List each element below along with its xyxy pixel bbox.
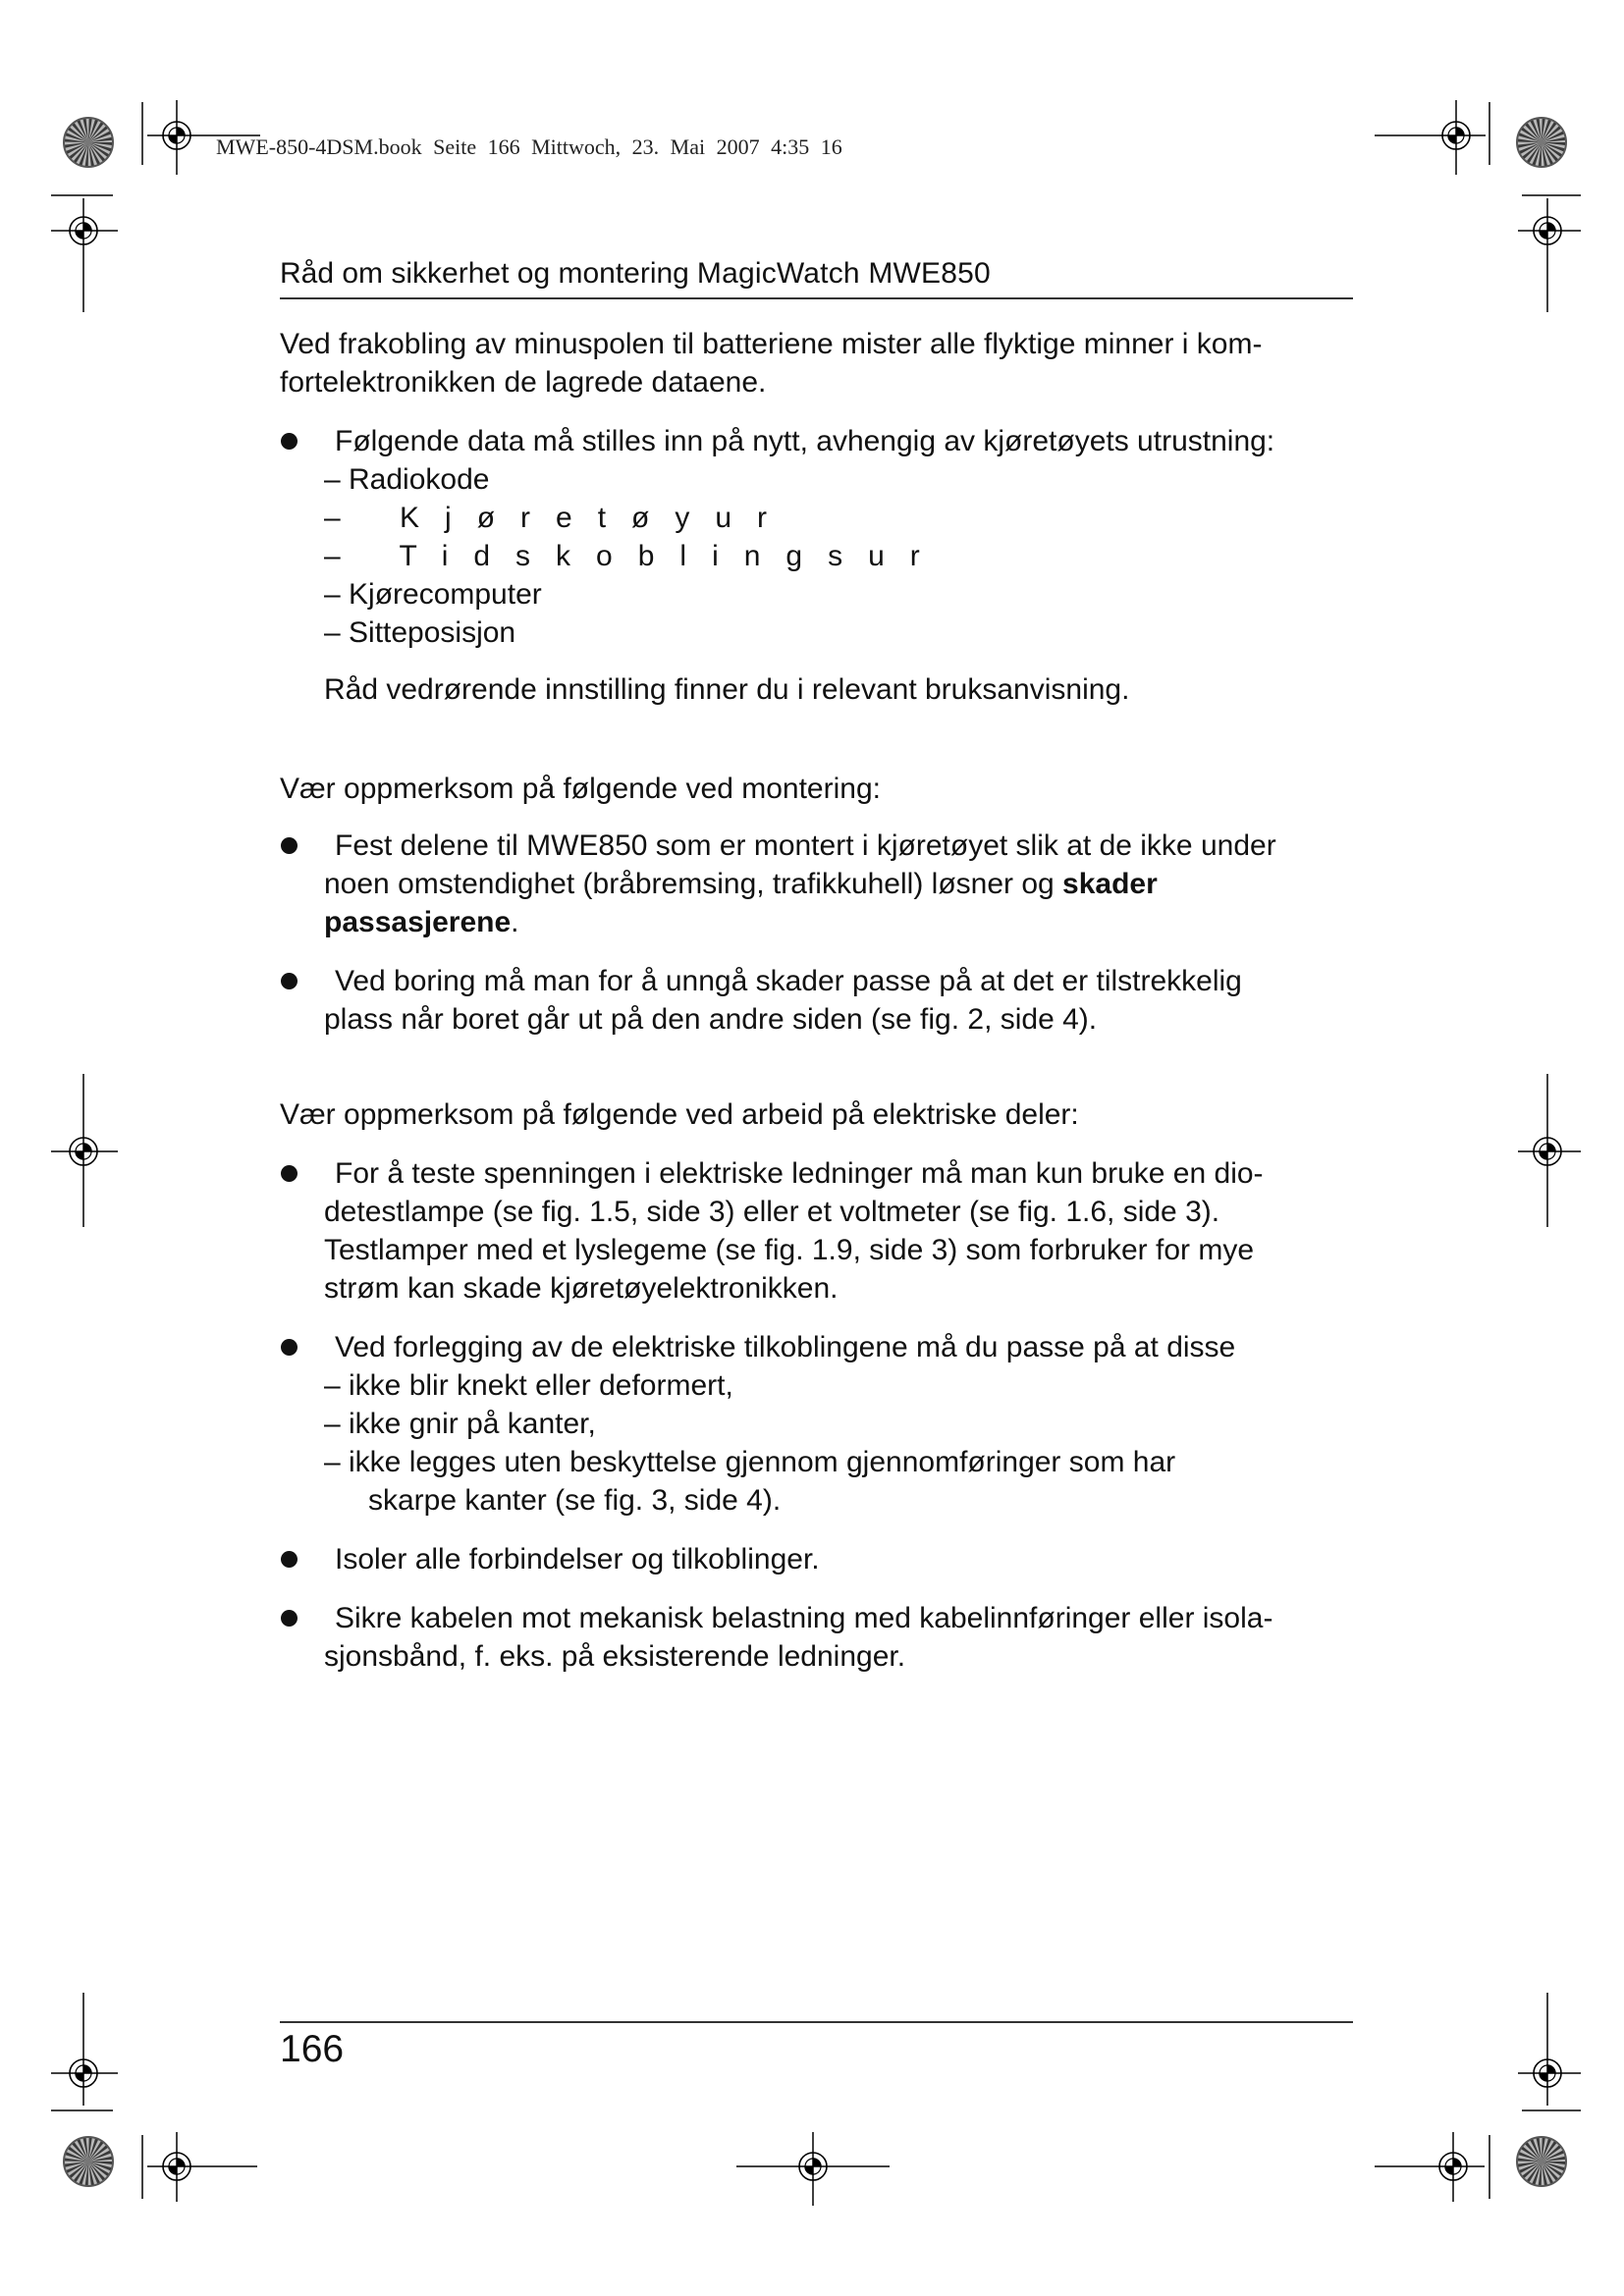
list-item: – ikke legges uten beskyttelse gjennom gjennomføringer som har xyxy=(324,1446,1176,1478)
text-line: plass når boret går ut på den andre siden (se fig. 2, side 4). xyxy=(324,1003,1098,1036)
text-line: sjonsbånd, f. eks. på eksisterende ledninger. xyxy=(324,1640,906,1673)
bullet-reset-data xyxy=(324,422,1274,652)
color-wheel-bottom-left xyxy=(64,2137,113,2186)
text-run: . xyxy=(511,906,519,938)
registration-mark-right-lower xyxy=(1518,1993,1581,2106)
bullet-montering-1 xyxy=(324,827,1276,941)
text-line: Testlamper med et lyslegeme (se fig. 1.9, side 3) som forbruker for mye xyxy=(324,1234,1255,1266)
page-number: 166 xyxy=(280,2028,345,2070)
list-item: – Kjørecomputer xyxy=(324,578,542,611)
list-item: – Sitteposisjon xyxy=(324,616,516,649)
color-wheel-top-left xyxy=(64,118,113,167)
bullet-dot xyxy=(281,433,298,450)
footer-rule xyxy=(280,2021,1353,2023)
header-rule xyxy=(280,297,1353,299)
bullet-elektrisk-2 xyxy=(324,1328,1235,1520)
text-line: Ved frakobling av minuspolen til batteriene mister alle flyktige minner i kom- xyxy=(280,328,1263,360)
text-line: Fest delene til MWE850 som er montert i kjøretøyet slik at de ikke under xyxy=(335,829,1276,862)
registration-mark-left-upper xyxy=(51,198,118,312)
running-head xyxy=(280,254,991,294)
bullet-lead: Ved forlegging av de elektriske tilkoblingene må du passe på at disse xyxy=(335,1331,1236,1363)
registration-mark-left-lower xyxy=(51,1993,118,2106)
bullet-dot xyxy=(281,1610,298,1627)
text-line: Isoler alle forbindelser og tilkoblinger. xyxy=(335,1543,820,1575)
registration-mark-bottom-center xyxy=(736,2132,890,2206)
registration-mark-bottom-left xyxy=(147,2132,257,2202)
bold-text: passasjerene xyxy=(324,906,512,938)
color-wheel-bottom-right xyxy=(1517,2137,1566,2186)
print-info-slug: MWE-850-4DSM.book Seite 166 Mittwoch, 23. Mai 2007 4:35 16 xyxy=(216,134,842,159)
bullet-elektrisk-1 xyxy=(324,1154,1264,1308)
text-line: Ved boring må man for å unngå skader passe på at det er tilstrekkelig xyxy=(335,965,1242,997)
registration-mark-top-right xyxy=(1375,100,1486,175)
bullet-dot xyxy=(281,1165,298,1182)
registration-mark-bottom-right xyxy=(1375,2132,1485,2202)
bullet-elektrisk-3 xyxy=(324,1540,820,1578)
bullet-dot xyxy=(281,837,298,854)
bullet-elektrisk-4 xyxy=(324,1599,1272,1676)
list-item-continuation: skarpe kanter (se fig. 3, side 4). xyxy=(368,1484,782,1517)
section-heading: Vær oppmerksom på følgende ved arbeid på elektriske deler: xyxy=(280,1098,1079,1131)
bold-text: skader xyxy=(1062,868,1158,900)
color-wheel-top-right xyxy=(1517,118,1566,167)
section-heading-montering xyxy=(280,770,881,808)
text-line xyxy=(324,865,1276,903)
text-line: fortelektronikken de lagrede dataene. xyxy=(280,366,767,399)
list-item: – ikke gnir på kanter, xyxy=(324,1408,596,1440)
bullet-dot xyxy=(281,1551,298,1568)
text-line xyxy=(324,903,1276,941)
text-line: For å teste spenningen i elektriske ledninger må man kun bruke en dio- xyxy=(335,1157,1264,1190)
list-item: – Tidskoblingsur xyxy=(324,540,946,572)
text-line: strøm kan skade kjøretøyelektronikken. xyxy=(324,1272,839,1305)
text-run: noen omstendighet (bråbremsing, trafikkuhell) løsner og xyxy=(324,868,1063,900)
list-item: – Radiokode xyxy=(324,463,490,496)
bullet-montering-2 xyxy=(324,962,1242,1039)
text-line: Sikre kabelen mot mekanisk belastning med kabelinnføringer eller isola- xyxy=(335,1602,1273,1634)
bullet-dot xyxy=(281,1339,298,1356)
list-item: – Kjøretøyur xyxy=(324,502,793,534)
registration-mark-right-upper xyxy=(1518,198,1581,312)
list-item: – ikke blir knekt eller deformert, xyxy=(324,1369,733,1402)
registration-mark-left-middle xyxy=(51,1074,118,1227)
section-heading: Vær oppmerksom på følgende ved montering: xyxy=(280,773,881,805)
text-line: Råd vedrørende innstilling finner du i relevant bruksanvisning. xyxy=(324,673,1130,706)
text-line: detestlampe (se fig. 1.5, side 3) eller et voltmeter (se fig. 1.6, side 3). xyxy=(324,1196,1220,1228)
registration-mark-right-middle xyxy=(1518,1074,1581,1227)
bullet-lead: Følgende data må stilles inn på nytt, avhengig av kjøretøyets utrustning: xyxy=(335,425,1275,457)
section-heading-elektrisk xyxy=(280,1095,1079,1134)
bullet-dot xyxy=(281,973,298,989)
intro-paragraph xyxy=(280,325,1262,401)
running-head-product: MagicWatch MWE850 xyxy=(696,257,991,290)
running-head-title: Råd om sikkerhet og montering xyxy=(280,257,689,290)
reset-note xyxy=(324,670,1129,709)
